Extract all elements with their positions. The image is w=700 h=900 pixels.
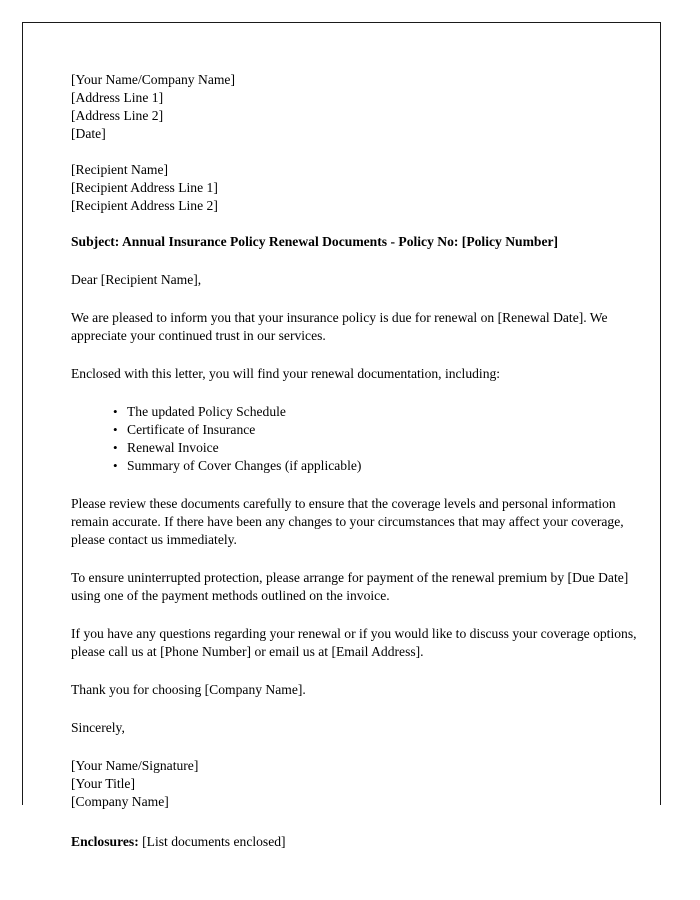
letter-date-line: [Date] [71, 126, 106, 141]
sender-name-line: [Your Name/Company Name] [71, 72, 235, 87]
sender-address-line-1: [Address Line 1] [71, 90, 164, 105]
subject-line: Subject: Annual Insurance Policy Renewal Documents - Policy No: [Policy Number] [71, 234, 559, 249]
signature-company-line: [Company Name] [71, 794, 169, 809]
enclosures-label: Enclosures: [71, 834, 139, 849]
list-item: • The updated Policy Schedule [113, 403, 653, 421]
list-item: • Renewal Invoice [113, 439, 653, 457]
list-item: • Summary of Cover Changes (if applicable) [113, 457, 653, 475]
sender-address-line-2: [Address Line 2] [71, 108, 164, 123]
document-page-frame [22, 22, 661, 849]
enclosed-items-list [71, 403, 653, 475]
list-item: • Certificate of Insurance [113, 421, 653, 439]
enclosures-line [71, 833, 653, 851]
letter-body [71, 71, 653, 851]
recipient-address-line-2: [Recipient Address Line 2] [71, 198, 218, 213]
closing-line: Sincerely, [71, 720, 125, 735]
paragraph-intro: We are pleased to inform you that your insurance policy is due for renewal on [Renewal Date]. We appreciate your continued trust in our services. [71, 310, 608, 343]
signature-title-line: [Your Title] [71, 776, 135, 791]
recipient-address-block [71, 161, 653, 215]
enclosures-value: [List documents enclosed] [138, 834, 286, 849]
paragraph-enclosure-intro: Enclosed with this letter, you will find your renewal documentation, including: [71, 366, 501, 381]
salutation-line: Dear [Recipient Name], [71, 272, 202, 287]
paragraph-thanks: Thank you for choosing [Company Name]. [71, 682, 306, 697]
signature-block [71, 757, 653, 811]
signature-name-line: [Your Name/Signature] [71, 758, 199, 773]
sender-address-block [71, 71, 653, 143]
recipient-name-line: [Recipient Name] [71, 162, 169, 177]
paragraph-payment: To ensure uninterrupted protection, please arrange for payment of the renewal premium by [Due Date] using one of the payment methods outlined on the invoice. [71, 570, 629, 603]
recipient-address-line-1: [Recipient Address Line 1] [71, 180, 218, 195]
paragraph-review: Please review these documents carefully to ensure that the coverage levels and personal information remain accurate. If there have been any changes to your circumstances that may affect your coverage, please contact us immediately. [71, 496, 624, 547]
paragraph-questions: If you have any questions regarding your renewal or if you would like to discuss your coverage options, please call us at [Phone Number] or email us at [Email Address]. [71, 626, 637, 659]
